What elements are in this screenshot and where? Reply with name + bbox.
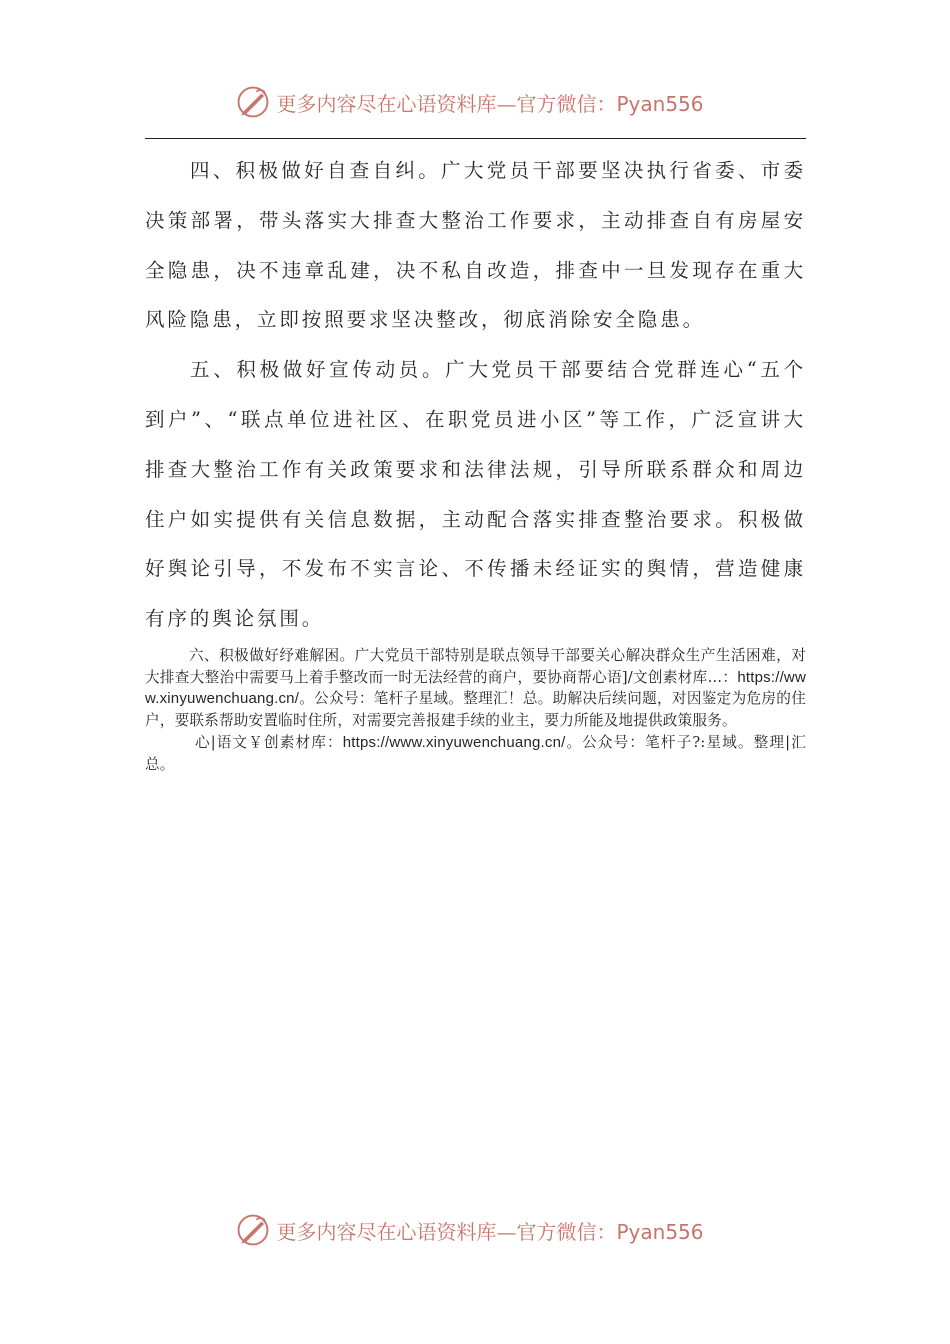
header-banner: [0, 82, 950, 122]
paragraph-6: 六、积极做好纾难解困。广大党员干部特别是联点领导干部要关心解决群众生产生活困难，对大排查大整治中需要马上着手整改而一时无法经营的商户，要协商帮心语]/文创素材库…：https://www.xinyuwenchuang.cn/。公众号：笔杆子星域。整理汇！总。助解决后续问题，对因鉴定为危房的住户，要联系帮助安置临时住所，对需要完善报建手续的业主，要力所能及地提供政策服务。: [145, 647, 806, 730]
paragraph-5: 五、积极做好宣传动员。广大党员干部要结合党群连心“五个到户”、“联点单位进社区、在职党员进小区”等工作，广泛宣讲大排查大整治工作有关政策要求和法律法规，引导所联系群众和周边住户如实提供有关信息数据，主动配合落实排查整治要求。积极做好舆论引导，不发布不实言论、不传播未经证实的舆情，营造健康有序的舆论氛围。: [145, 358, 806, 631]
header-wechat-id: Pyan556: [616, 91, 704, 116]
paragraph-4: 四、积极做好自查自纠。广大党员干部要坚决执行省委、市委决策部署，带头落实大排查大整治工作要求，主动排查自有房屋安全隐患，决不违章乱建，决不私自改造，排查中一旦发现存在重大风险隐患，立即按照要求坚决整改，彻底消除安全隐患。: [145, 159, 806, 332]
header-text: 更多内容尽在心语资料库—官方微信：Pyan556: [276, 91, 704, 116]
website-link-2: https://www.xinyuwenchuang.cn/: [342, 733, 566, 751]
header-divider: [145, 138, 806, 139]
main-body: [145, 146, 806, 644]
paragraph-7: 心|语文￥创素材库：https://www.xinyuwenchuang.cn/。公众号：笔杆子?:星域。整理|汇总。: [145, 733, 807, 773]
website-link: https://www.xinyuwenchuang.cn/: [145, 668, 806, 708]
footer-text: 更多内容尽在心语资料库—官方微信：Pyan556: [276, 1219, 704, 1244]
pen-logo-icon: [236, 85, 270, 119]
footer-wechat-id: Pyan556: [616, 1219, 704, 1244]
small-body: [145, 645, 806, 775]
footer-banner: [0, 1210, 950, 1250]
pen-logo-icon: [236, 1213, 270, 1247]
